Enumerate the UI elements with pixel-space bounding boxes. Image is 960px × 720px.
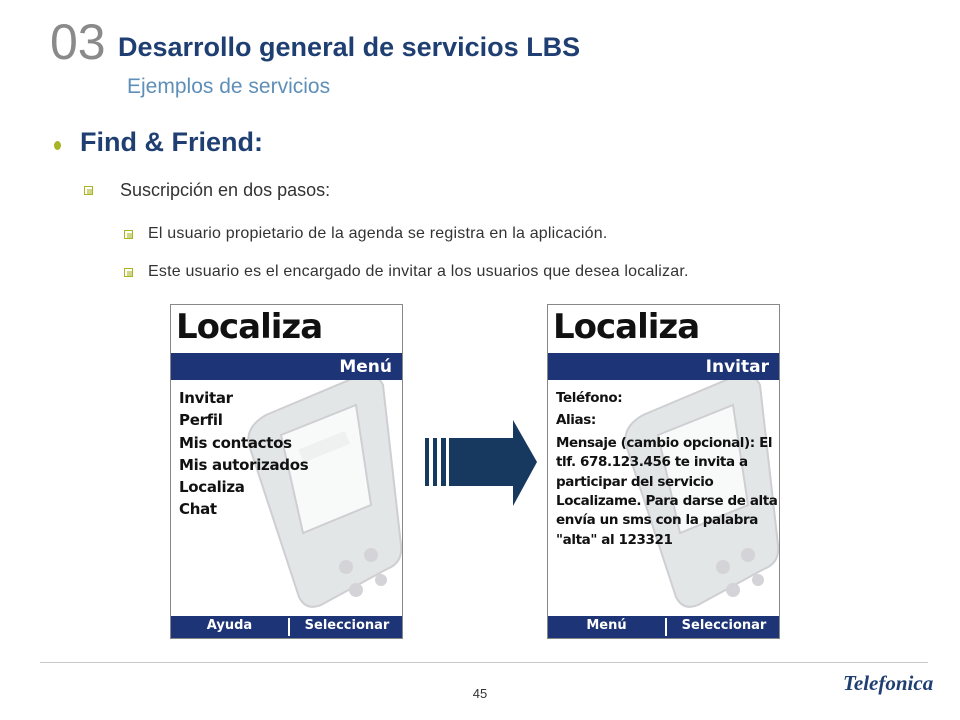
menu-list <box>179 387 308 521</box>
square-bullet-icon <box>84 186 93 195</box>
menu-item-perfil[interactable]: Perfil <box>179 411 223 430</box>
app-title: Localiza <box>553 307 700 347</box>
square-bullet-icon <box>124 268 133 277</box>
menu-item-mis-contactos[interactable]: Mis contactos <box>179 433 292 452</box>
main-bullet-heading: Find & Friend: <box>80 127 263 157</box>
ayuda-softkey[interactable]: Ayuda <box>206 618 253 633</box>
softkey-bar <box>171 616 402 638</box>
seleccionar-softkey[interactable]: Seleccionar <box>304 618 390 633</box>
detail-item: El usuario propietario de la agenda se registra en la aplicación. <box>148 225 608 242</box>
seleccionar-softkey[interactable]: Seleccionar <box>681 618 767 633</box>
detail-item: Este usuario es el encargado de invitar a los usuarios que desea localizar. <box>148 263 689 280</box>
softkey-bar <box>548 616 779 638</box>
menu-item-mis-autorizados[interactable]: Mis autorizados <box>179 455 309 474</box>
square-bullet-icon <box>124 230 133 239</box>
message-field[interactable]: Mensaje (cambio opcional): El tlf. 678.123.456 te invita a participar del servicio Localizame. Para darse de alta envía un sms con la palabra "alta" al 123321 <box>556 434 778 548</box>
phone-screen-invite <box>547 304 780 639</box>
right-arrow-icon <box>425 420 537 510</box>
invite-form <box>556 389 778 550</box>
page-title: Desarrollo general de servicios LBS <box>118 32 581 62</box>
section-number: 03 <box>50 14 106 70</box>
bullet-dot-icon <box>54 141 61 150</box>
telefono-field[interactable]: Teléfono: <box>556 390 623 406</box>
menu-item-localiza[interactable]: Localiza <box>179 478 245 497</box>
menu-item-invitar[interactable]: Invitar <box>179 389 233 407</box>
app-title: Localiza <box>176 307 323 347</box>
alias-field[interactable]: Alias: <box>556 412 596 429</box>
screen-label: Invitar <box>705 357 769 377</box>
page-subtitle: Ejemplos de servicios <box>127 75 331 98</box>
sub-bullet-text: Suscripción en dos pasos: <box>120 180 331 200</box>
footer-divider <box>40 662 928 663</box>
menu-softkey[interactable]: Menú <box>586 618 627 633</box>
phone-screen-menu <box>170 304 403 639</box>
screen-label: Menú <box>339 357 392 377</box>
page-number: 45 <box>472 686 488 701</box>
menu-item-chat[interactable]: Chat <box>179 500 217 519</box>
telefonica-logo: Telefonica <box>843 671 934 695</box>
